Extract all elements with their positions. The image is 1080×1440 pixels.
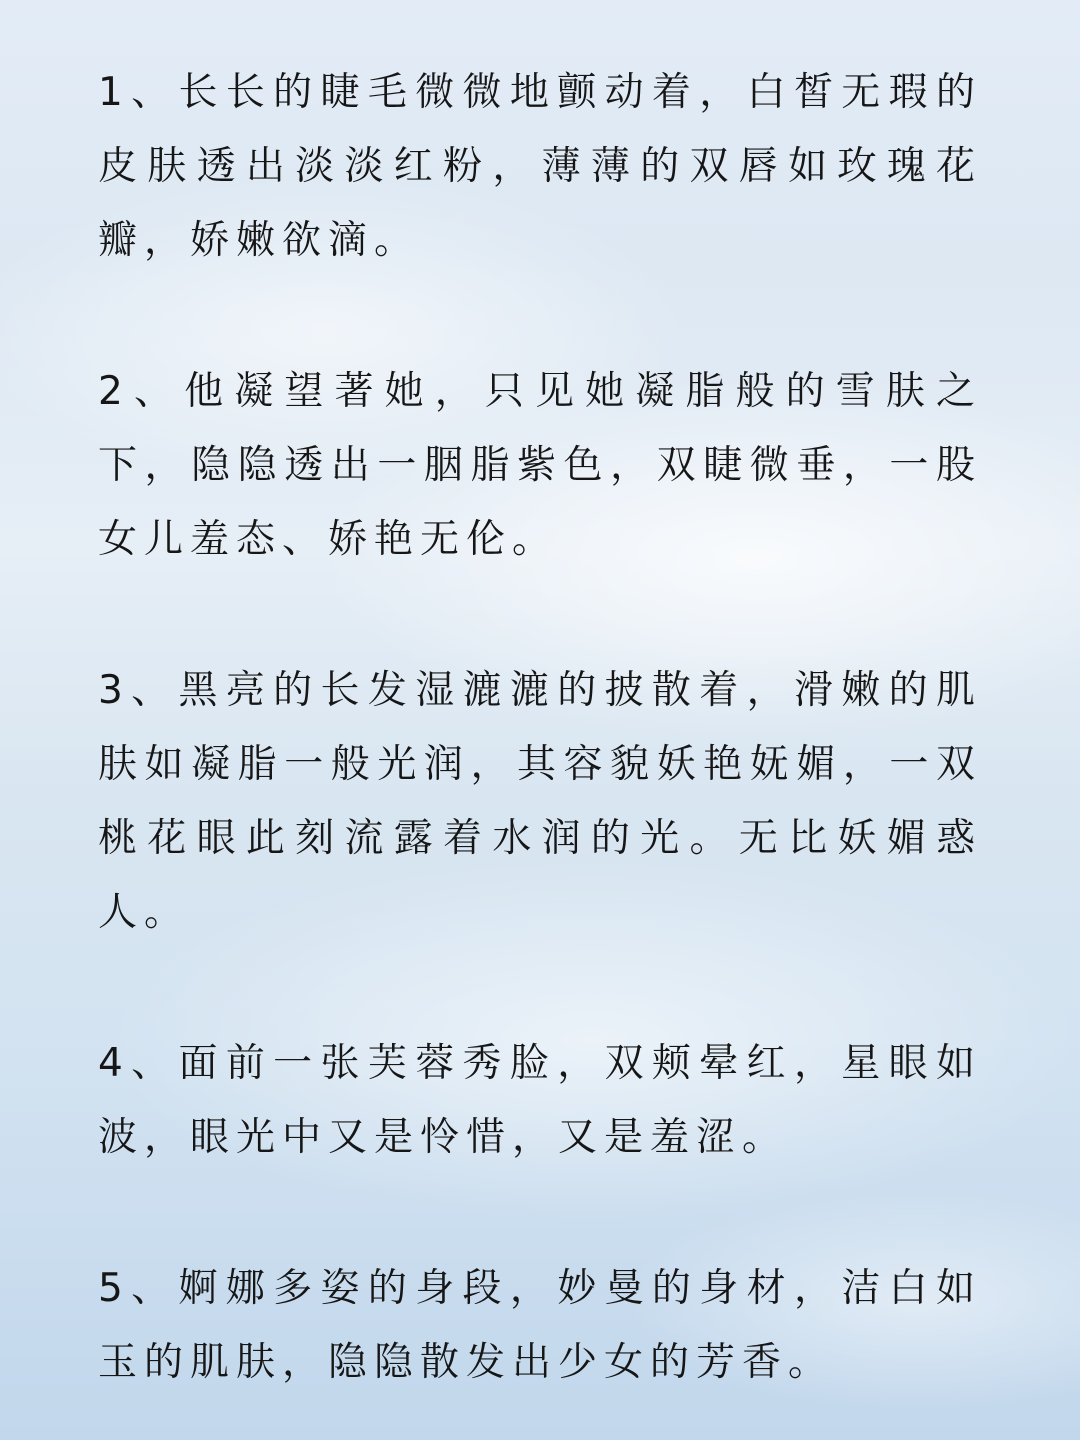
paragraph-2: 2、他凝望著她，只见她凝脂般的雪肤之下，隐隐透出一胭脂紫色，双睫微垂，一股女儿羞态、娇艳无伦。 xyxy=(98,369,982,562)
text-content xyxy=(98,56,982,1400)
paragraph-1: 1、长长的睫毛微微地颤动着，白皙无瑕的皮肤透出淡淡红粉，薄薄的双唇如玫瑰花瓣，娇嫩欲滴。 xyxy=(98,70,982,263)
paragraph-4: 4、面前一张芙蓉秀脸，双颊晕红，星眼如波，眼光中又是怜惜，又是羞涩。 xyxy=(98,1041,982,1160)
paragraph-3: 3、黑亮的长发湿漉漉的披散着，滑嫩的肌肤如凝脂一般光润，其容貌妖艳妩媚，一双桃花眼此刻流露着水润的光。无比妖媚惑人。 xyxy=(98,668,982,935)
paragraph-5: 5、婀娜多姿的身段，妙曼的身材，洁白如玉的肌肤，隐隐散发出少女的芳香。 xyxy=(98,1266,982,1385)
